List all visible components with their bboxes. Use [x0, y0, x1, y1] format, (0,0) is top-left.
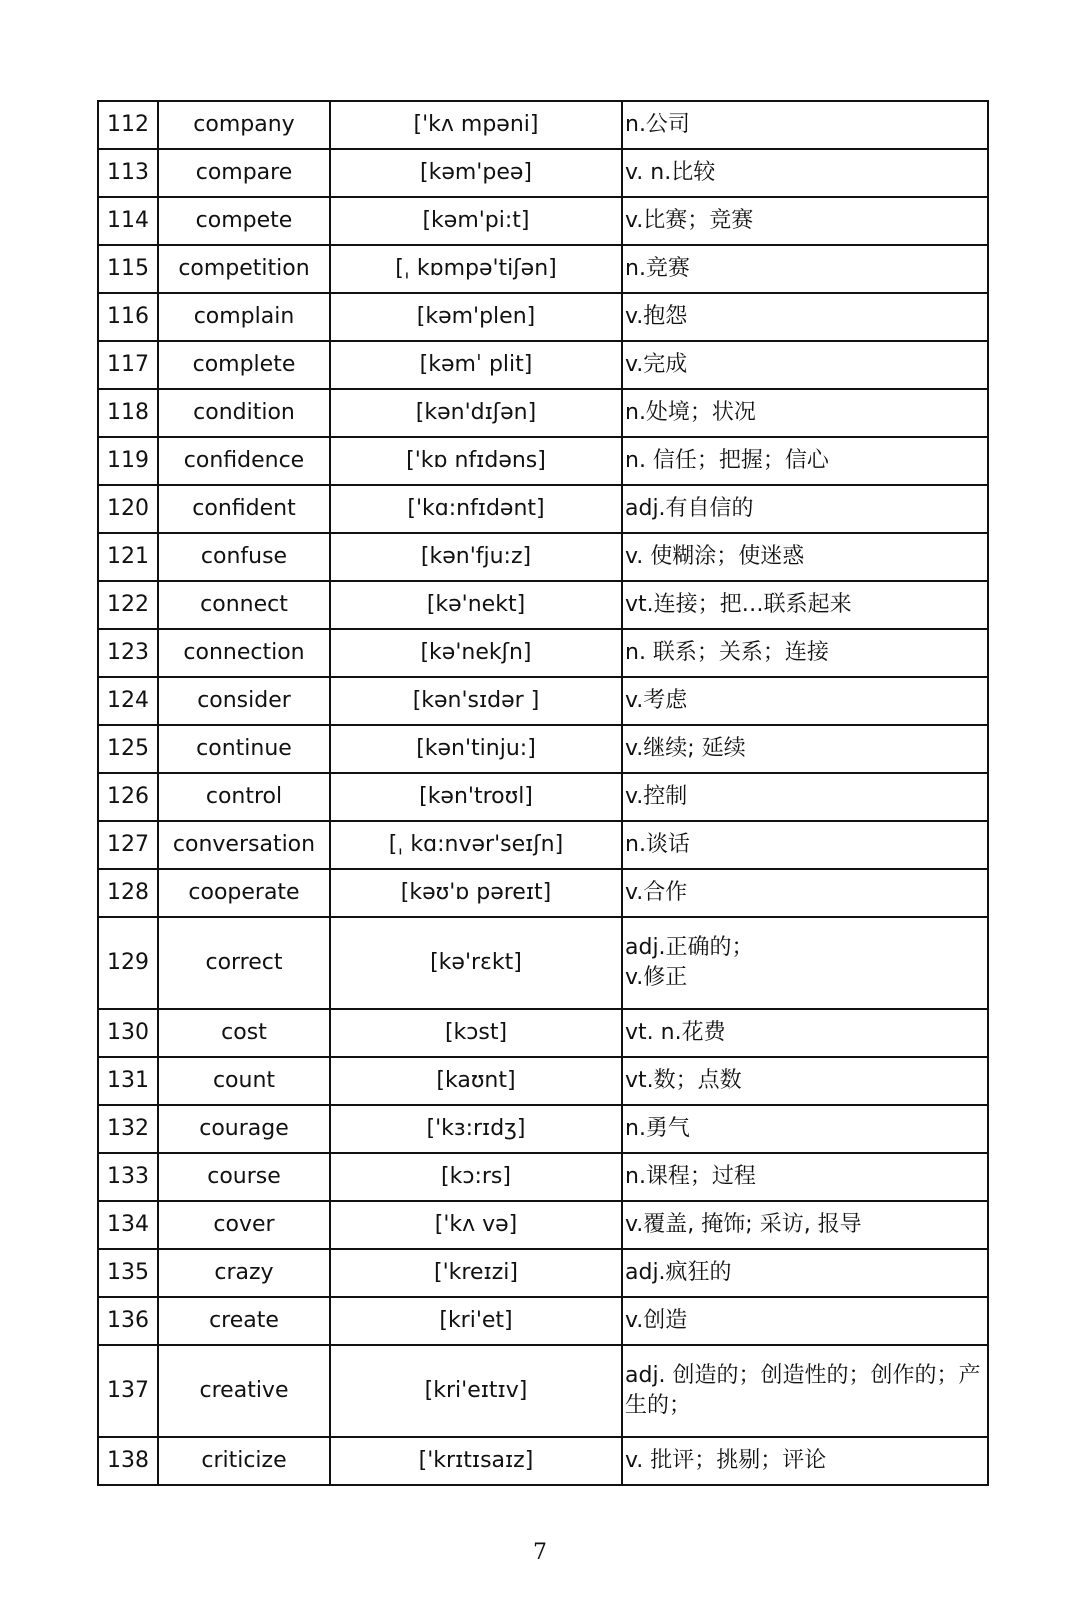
- table-row: [98, 1345, 988, 1437]
- phonetic-cell: [kəʊ'ɒ pəreɪt]: [330, 869, 622, 917]
- table-row: [98, 533, 988, 581]
- row-number: 128: [98, 869, 158, 917]
- row-number: 115: [98, 245, 158, 293]
- meaning-cell: v.比赛；竞赛: [622, 197, 988, 245]
- meaning-cell: v.考虑: [622, 677, 988, 725]
- row-number: 131: [98, 1057, 158, 1105]
- meaning-line: v.修正: [625, 965, 688, 990]
- phonetic-cell: [kəmˈ plit]: [330, 341, 622, 389]
- row-number: 138: [98, 1437, 158, 1485]
- phonetic-cell: ['kreɪzi]: [330, 1249, 622, 1297]
- vocabulary-table: [97, 100, 989, 1486]
- table-row: [98, 629, 988, 677]
- phonetic-cell: ['kɜ:rɪdʒ]: [330, 1105, 622, 1153]
- table-row: [98, 869, 988, 917]
- meaning-cell: n.处境；状况: [622, 389, 988, 437]
- row-number: 126: [98, 773, 158, 821]
- table-row: [98, 581, 988, 629]
- word-cell: conversation: [158, 821, 330, 869]
- meaning-line: adj. 创造的；创造性的；创作的；产: [625, 1363, 981, 1388]
- table-row: [98, 773, 988, 821]
- word-cell: creative: [158, 1345, 330, 1437]
- row-number: 121: [98, 533, 158, 581]
- meaning-cell: n.谈话: [622, 821, 988, 869]
- meaning-cell: v. 批评；挑剔；评论: [622, 1437, 988, 1485]
- meaning-cell: vt.连接；把…联系起来: [622, 581, 988, 629]
- row-number: 113: [98, 149, 158, 197]
- word-cell: competition: [158, 245, 330, 293]
- meaning-cell: n. 信任；把握；信心: [622, 437, 988, 485]
- phonetic-cell: [kən'troʊl]: [330, 773, 622, 821]
- phonetic-cell: ['kɒ nfɪdəns]: [330, 437, 622, 485]
- row-number: 137: [98, 1345, 158, 1437]
- row-number: 133: [98, 1153, 158, 1201]
- phonetic-cell: [kən'dɪʃən]: [330, 389, 622, 437]
- row-number: 120: [98, 485, 158, 533]
- meaning-cell: [622, 1345, 988, 1437]
- meaning-cell: v. 使糊涂；使迷惑: [622, 533, 988, 581]
- table-row: [98, 1297, 988, 1345]
- meaning-cell: v.创造: [622, 1297, 988, 1345]
- row-number: 127: [98, 821, 158, 869]
- row-number: 129: [98, 917, 158, 1009]
- row-number: 136: [98, 1297, 158, 1345]
- row-number: 122: [98, 581, 158, 629]
- word-cell: confident: [158, 485, 330, 533]
- meaning-cell: vt.数；点数: [622, 1057, 988, 1105]
- row-number: 119: [98, 437, 158, 485]
- row-number: 124: [98, 677, 158, 725]
- meaning-cell: v.抱怨: [622, 293, 988, 341]
- phonetic-cell: ['kʌ və]: [330, 1201, 622, 1249]
- table-row: [98, 1437, 988, 1485]
- meaning-cell: v.控制: [622, 773, 988, 821]
- table-row: [98, 821, 988, 869]
- row-number: 130: [98, 1009, 158, 1057]
- word-cell: compete: [158, 197, 330, 245]
- word-cell: cooperate: [158, 869, 330, 917]
- table-row: [98, 1009, 988, 1057]
- table-row: [98, 917, 988, 1009]
- word-cell: condition: [158, 389, 330, 437]
- meaning-line: 生的；: [625, 1393, 692, 1418]
- phonetic-cell: [ˌ kɑ:nvər'seɪʃn]: [330, 821, 622, 869]
- phonetic-cell: [kɔ:rs]: [330, 1153, 622, 1201]
- meaning-line: adj.正确的；: [625, 935, 754, 960]
- row-number: 112: [98, 101, 158, 149]
- word-cell: control: [158, 773, 330, 821]
- row-number: 135: [98, 1249, 158, 1297]
- phonetic-cell: ['kʌ mpəni]: [330, 101, 622, 149]
- table-row: [98, 1249, 988, 1297]
- word-cell: course: [158, 1153, 330, 1201]
- word-cell: complain: [158, 293, 330, 341]
- word-cell: courage: [158, 1105, 330, 1153]
- meaning-cell: v.覆盖, 掩饰; 采访, 报导: [622, 1201, 988, 1249]
- word-cell: connect: [158, 581, 330, 629]
- word-cell: continue: [158, 725, 330, 773]
- meaning-cell: n.课程；过程: [622, 1153, 988, 1201]
- word-cell: count: [158, 1057, 330, 1105]
- table-row: [98, 725, 988, 773]
- phonetic-cell: [kən'tinju:]: [330, 725, 622, 773]
- table-row: [98, 677, 988, 725]
- phonetic-cell: [kəm'peə]: [330, 149, 622, 197]
- row-number: 116: [98, 293, 158, 341]
- phonetic-cell: [ˌ kɒmpə'tiʃən]: [330, 245, 622, 293]
- phonetic-cell: [kri'et]: [330, 1297, 622, 1345]
- meaning-cell: v.继续; 延续: [622, 725, 988, 773]
- table-row: [98, 197, 988, 245]
- meaning-cell: adj.有自信的: [622, 485, 988, 533]
- table-row: [98, 1105, 988, 1153]
- meaning-cell: n.竞赛: [622, 245, 988, 293]
- table-row: [98, 1153, 988, 1201]
- phonetic-cell: [kə'rɛkt]: [330, 917, 622, 1009]
- word-cell: cover: [158, 1201, 330, 1249]
- meaning-cell: adj.疯狂的: [622, 1249, 988, 1297]
- table-row: [98, 341, 988, 389]
- table-row: [98, 101, 988, 149]
- phonetic-cell: [kɔst]: [330, 1009, 622, 1057]
- meaning-cell: [622, 917, 988, 1009]
- table-row: [98, 1201, 988, 1249]
- meaning-cell: n.公司: [622, 101, 988, 149]
- table-row: [98, 1057, 988, 1105]
- word-cell: connection: [158, 629, 330, 677]
- phonetic-cell: ['kɑ:nfɪdənt]: [330, 485, 622, 533]
- phonetic-cell: [kəm'plen]: [330, 293, 622, 341]
- row-number: 114: [98, 197, 158, 245]
- word-cell: confuse: [158, 533, 330, 581]
- meaning-cell: n. 联系；关系；连接: [622, 629, 988, 677]
- table-row: [98, 293, 988, 341]
- word-cell: cost: [158, 1009, 330, 1057]
- phonetic-cell: ['krɪtɪsaɪz]: [330, 1437, 622, 1485]
- row-number: 125: [98, 725, 158, 773]
- word-cell: criticize: [158, 1437, 330, 1485]
- page-number: 7: [533, 1540, 547, 1565]
- meaning-cell: v.合作: [622, 869, 988, 917]
- phonetic-cell: [kri'eɪtɪv]: [330, 1345, 622, 1437]
- row-number: 123: [98, 629, 158, 677]
- meaning-cell: vt. n.花费: [622, 1009, 988, 1057]
- table-row: [98, 245, 988, 293]
- row-number: 118: [98, 389, 158, 437]
- word-cell: create: [158, 1297, 330, 1345]
- word-cell: consider: [158, 677, 330, 725]
- meaning-cell: v.完成: [622, 341, 988, 389]
- word-cell: correct: [158, 917, 330, 1009]
- phonetic-cell: [kə'nekʃn]: [330, 629, 622, 677]
- word-cell: company: [158, 101, 330, 149]
- word-cell: complete: [158, 341, 330, 389]
- row-number: 117: [98, 341, 158, 389]
- table-row: [98, 437, 988, 485]
- word-cell: compare: [158, 149, 330, 197]
- phonetic-cell: [kən'fju:z]: [330, 533, 622, 581]
- meaning-cell: v. n.比较: [622, 149, 988, 197]
- table-row: [98, 149, 988, 197]
- row-number: 132: [98, 1105, 158, 1153]
- table-row: [98, 389, 988, 437]
- word-cell: crazy: [158, 1249, 330, 1297]
- phonetic-cell: [kaʊnt]: [330, 1057, 622, 1105]
- row-number: 134: [98, 1201, 158, 1249]
- meaning-cell: n.勇气: [622, 1105, 988, 1153]
- phonetic-cell: [kən'sɪdər ]: [330, 677, 622, 725]
- word-cell: confidence: [158, 437, 330, 485]
- phonetic-cell: [kə'nekt]: [330, 581, 622, 629]
- table-row: [98, 485, 988, 533]
- phonetic-cell: [kəm'pi:t]: [330, 197, 622, 245]
